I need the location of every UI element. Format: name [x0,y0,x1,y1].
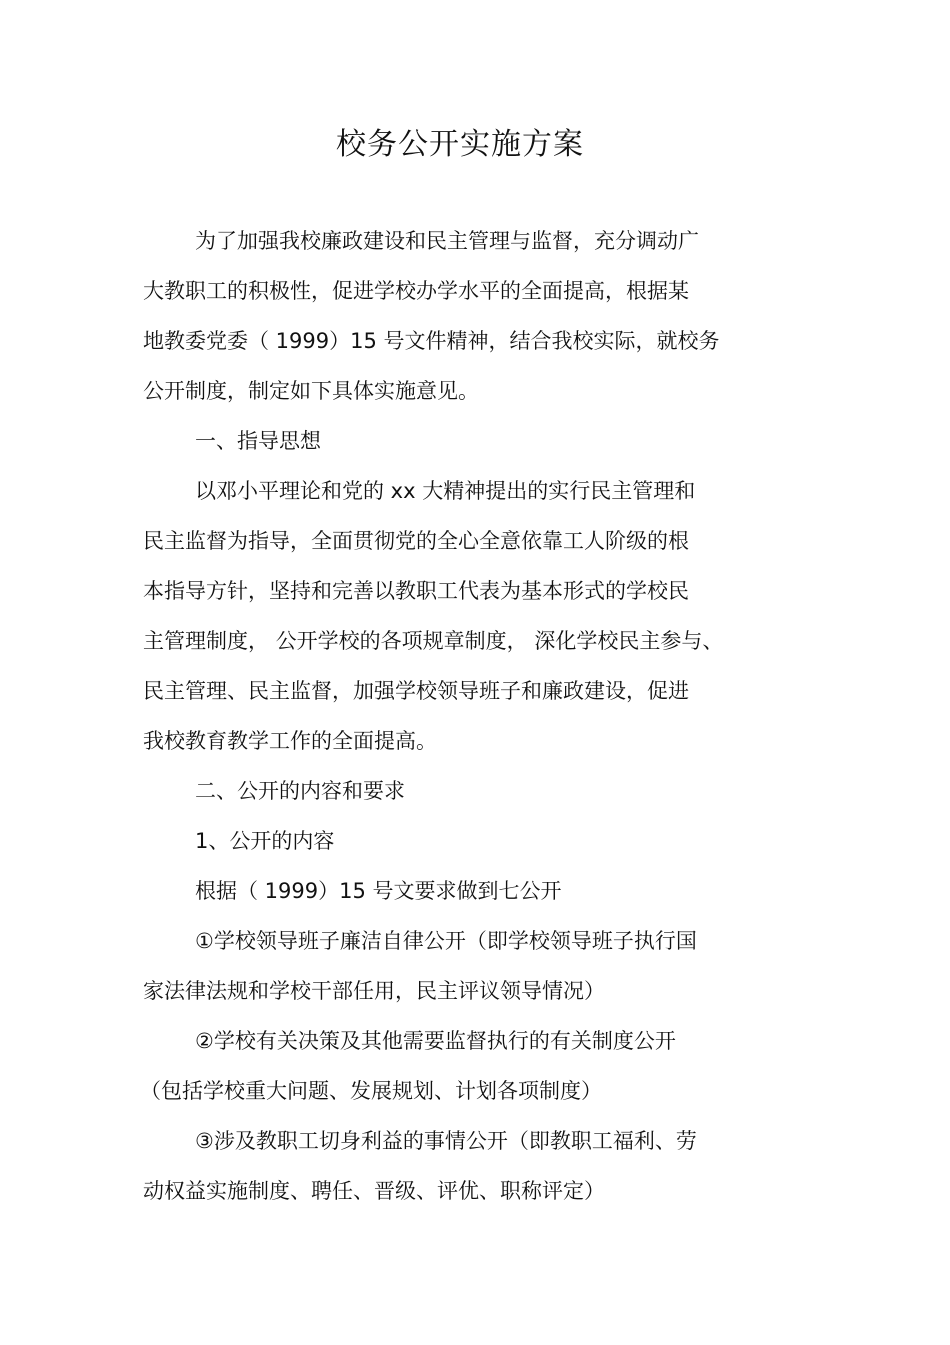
subsection-heading: 1、公开的内容 [195,829,335,853]
list-item-line: （包括学校重大问题、发展规划、计划各项制度） [140,1079,602,1103]
list-item-line: ②学校有关决策及其他需要监督执行的有关制度公开 [195,1029,676,1053]
paragraph-line: 本指导方针，坚持和完善以教职工代表为基本形式的学校民 [143,579,689,603]
list-item-line: 家法律法规和学校干部任用，民主评议领导情况） [143,979,605,1003]
list-item-line: ①学校领导班子廉洁自律公开（即学校领导班子执行国 [195,929,697,953]
paragraph-line: 以邓小平理论和党的 xx 大精神提出的实行民主管理和 [195,479,696,503]
document-title: 校务公开实施方案 [336,127,584,162]
list-item-line: 动权益实施制度、聘任、晋级、评优、职称评定） [143,1179,605,1203]
paragraph-line: 大教职工的积极性，促进学校办学水平的全面提高，根据某 [143,279,689,303]
paragraph-line: 公开制度，制定如下具体实施意见。 [143,379,479,403]
paragraph-line: 民主管理、民主监督，加强学校领导班子和廉政建设，促进 [143,679,689,703]
section-heading: 二、公开的内容和要求 [195,779,405,803]
list-item-line: ③涉及教职工切身利益的事情公开（即教职工福利、劳 [195,1129,697,1153]
paragraph-line: 我校教育教学工作的全面提高。 [143,729,437,753]
paragraph-line: 民主监督为指导，全面贯彻党的全心全意依靠工人阶级的根 [143,529,689,553]
paragraph-line: 地教委党委（ 1999）15 号文件精神，结合我校实际，就校务 [143,329,720,353]
paragraph-line: 根据（ 1999）15 号文要求做到七公开 [195,879,562,903]
paragraph-line: 主管理制度， 公开学校的各项规章制度， 深化学校民主参与、 [143,629,724,653]
section-heading: 一、指导思想 [195,429,321,453]
paragraph-line: 为了加强我校廉政建设和民主管理与监督，充分调动广 [195,229,699,253]
